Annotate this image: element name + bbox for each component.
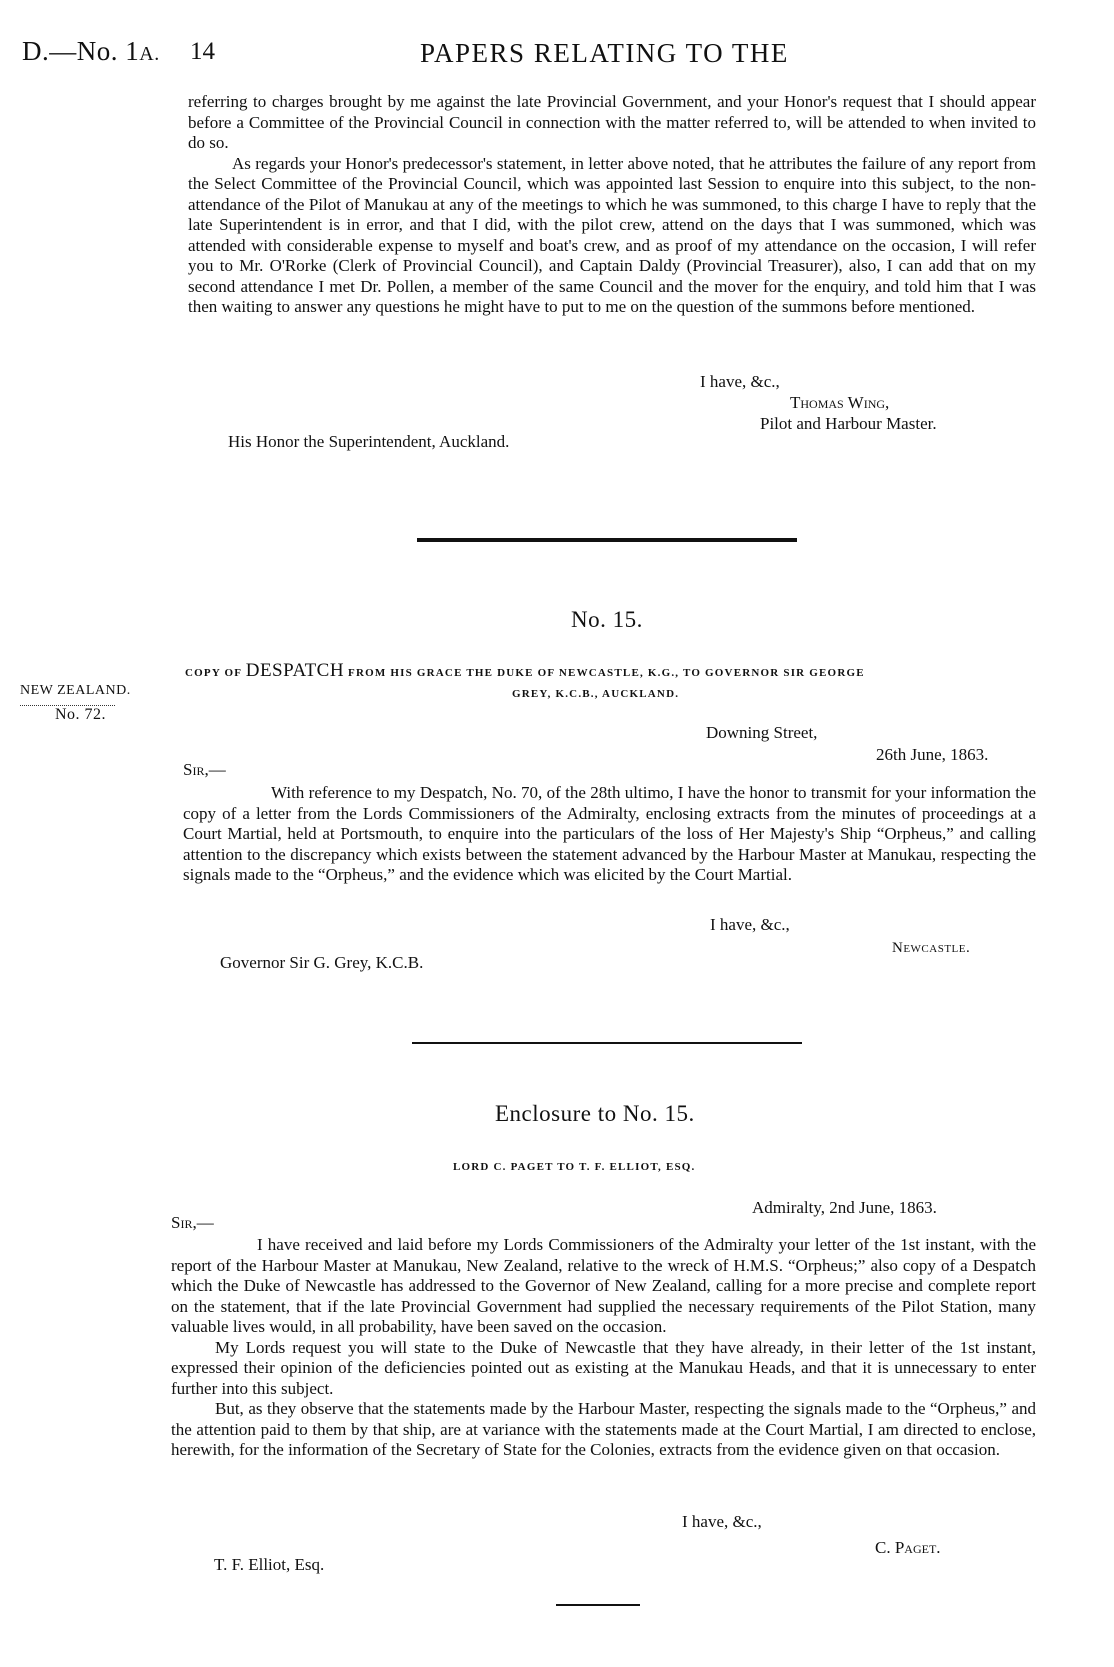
enclosure-heading: LORD C. PAGET TO T. F. ELLIOT, ESQ. <box>453 1161 696 1173</box>
despatch-body <box>183 783 1036 886</box>
letter1-addressee: His Honor the Superintendent, Auckland. <box>228 432 510 451</box>
letter1-paragraph-2: As regards your Honor's predecessor's statement, in letter above noted, that he attributes the failure of any report from the Select Committee of the Provincial Council, which was appointed last Session to enquire into this subject, to the non-attendance of the Pilot of Manukau at any of the meetings to which he was summoned, to this charge I have to reply that the late Superintendent is in error, and that I did, with the pilot crew, attend on the days that I was summoned, which was attended with considerable expense to myself and boat's crew, and as proof of my attendance on the occasion, I will refer you to Mr. O'Rorke (Clerk of Provincial Council), and Captain Daldy (Provincial Treasurer), also, I can add that on my second attendance I met Dr. Pollen, a member of the same Council and the mover for the enquiry, and told him that I was then waiting to answer any questions he might have to put to me on the question of the summons before mentioned. <box>188 153 1036 316</box>
document-reference <box>22 36 160 67</box>
despatch-place: Downing Street, <box>706 723 818 742</box>
enclosure-addressee: T. F. Elliot, Esq. <box>214 1555 325 1574</box>
enclosure-divider-rule <box>412 1042 802 1044</box>
enclosure-signature: C. Paget. <box>875 1538 941 1557</box>
margin-colony-label: NEW ZEALAND. <box>20 683 131 698</box>
despatch-addressee: Governor Sir G. Grey, K.C.B. <box>220 953 424 972</box>
despatch-paragraph: With reference to my Despatch, No. 70, of the 28th ultimo, I have the honor to transmit for your information the copy of a letter from the Lords Commissioners of the Admiralty, enclosing extracts from the minutes of proceedings at a Court Martial, held at Portsmouth, to enquire into the particulars of the loss of Her Majesty's Ship “Orpheus,” and calling attention to the discrepancy which exists between the statement advanced by the Harbour Master at Manukau, respecting the signals made to the “Orpheus,” and the evidence which was elicited by the Court Martial. <box>183 783 1036 884</box>
enclosure-place-date: Admiralty, 2nd June, 1863. <box>752 1198 937 1217</box>
despatch-heading-rest: FROM HIS GRACE THE DUKE OF NEWCASTLE, K.G., TO GOVERNOR SIR GEORGE <box>348 667 865 679</box>
document-reference-suffix: A. <box>139 43 160 65</box>
enclosure-paragraph-1: I have received and laid before my Lords Commissioners of the Admiralty your letter of the 1st instant, with the report of the Harbour Master at Manukau, New Zealand, relative to the wreck of H.M.S. “Orpheus;” also copy of a Despatch which the Duke of Newcastle has addressed to the Governor of New Zealand, calling for a more precise and complete report on the statement, that if the late Provincial Government had supplied the necessary requirements of the Pilot Station, many valuable lives would, in all probability, have been saved on the occasion. <box>171 1235 1036 1336</box>
despatch-heading-line2: GREY, K.C.B., AUCKLAND. <box>512 688 680 700</box>
margin-despatch-number: No. 72. <box>55 706 107 723</box>
page-number: 14 <box>190 38 215 65</box>
letter1-signature-name: Thomas Wing, <box>790 393 890 412</box>
enclosure-salutation: Sir,— <box>171 1213 214 1232</box>
letter-thomas-wing-body <box>188 92 1036 318</box>
despatch-closing: I have, &c., <box>710 915 790 934</box>
enclosure-paragraph-3: But, as they observe that the statements made by the Harbour Master, respecting the signals made to the “Orpheus,” and the attention paid to them by that ship, are at variance with the statements made at the Court Martial, I am directed to enclose, herewith, for the information of the Secretary of State for the Colonies, extracts from the evidence given on that occasion. <box>171 1399 1036 1459</box>
document-reference-main: D.—No. 1 <box>22 36 140 66</box>
enclosure-closing: I have, &c., <box>682 1512 762 1531</box>
letter1-paragraph-1: referring to charges brought by me against the late Provincial Government, and your Honor's request that I should appear before a Committee of the Provincial Council in connection with the matter referred to, will be attended to when invited to do so. <box>188 92 1036 152</box>
enclosure-title: Enclosure to No. 15. <box>495 1101 695 1126</box>
despatch-signature: Newcastle. <box>892 940 971 956</box>
despatch-heading-word: DESPATCH <box>245 660 345 681</box>
despatch-date: 26th June, 1863. <box>876 745 989 764</box>
letter1-signature-title: Pilot and Harbour Master. <box>760 414 937 433</box>
despatch-heading-line1 <box>185 660 865 682</box>
despatch-heading-prefix: COPY OF <box>185 667 242 679</box>
despatch-salutation: Sir,— <box>183 760 226 779</box>
section-divider-rule <box>417 538 797 542</box>
running-title: PAPERS RELATING TO THE <box>420 38 789 68</box>
letter1-closing: I have, &c., <box>700 372 780 391</box>
closing-rule <box>556 1604 640 1606</box>
section-title-no-15: No. 15. <box>571 607 643 632</box>
enclosure-paragraph-2: My Lords request you will state to the Duke of Newcastle that they have already, in their letter of the 1st instant, expressed their opinion of the deficiencies pointed out as existing at the Manukau Heads, and that it is unnecessary to enter further into this subject. <box>171 1337 1036 1398</box>
enclosure-body <box>171 1235 1036 1461</box>
